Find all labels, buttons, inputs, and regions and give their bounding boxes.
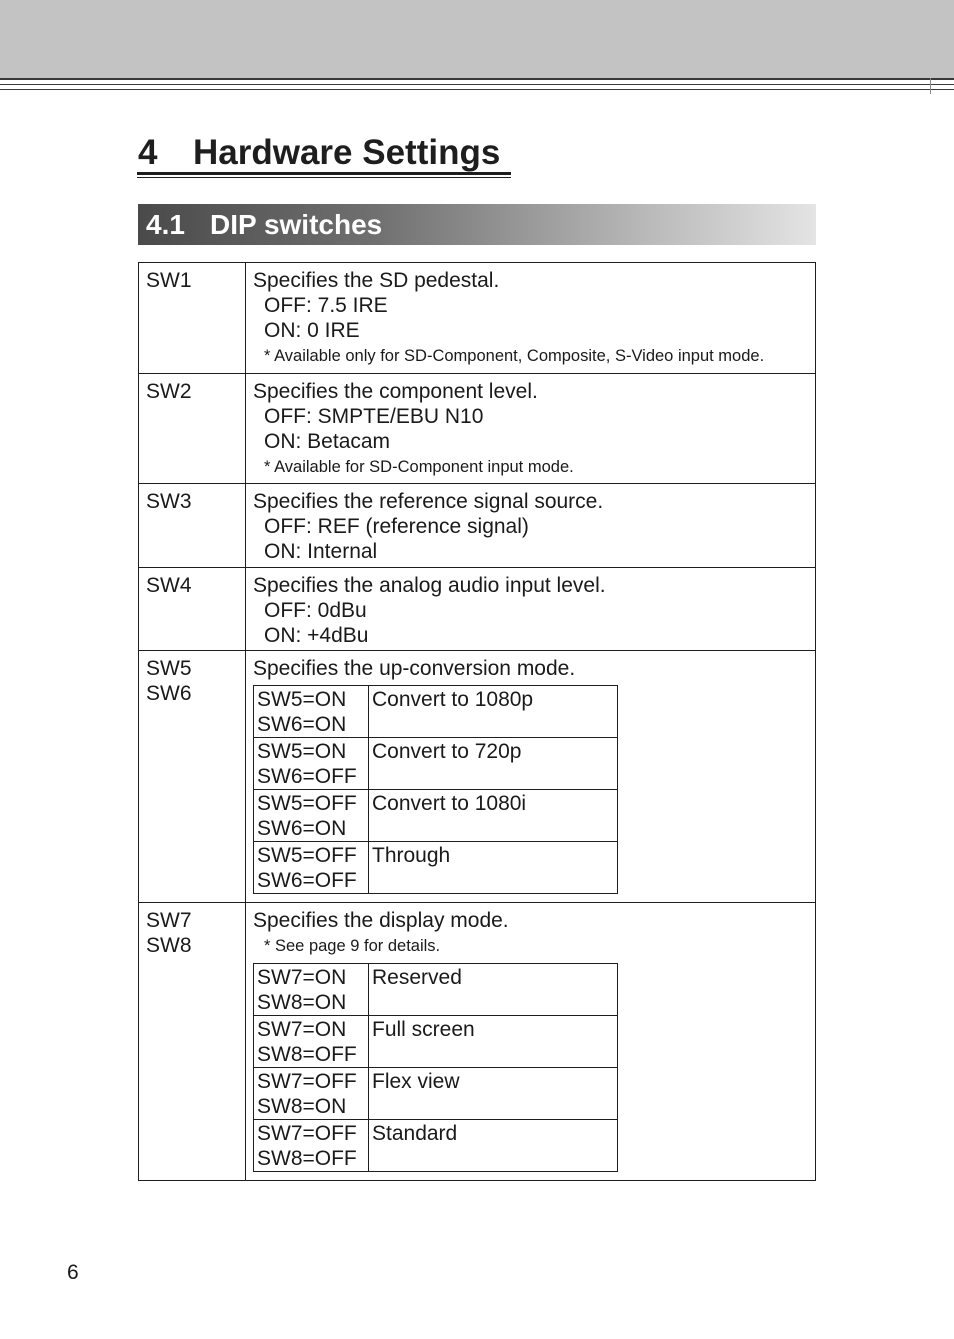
switch-option: ON: Betacam bbox=[264, 430, 391, 453]
section-title-text: DIP switches bbox=[210, 209, 383, 240]
switch-option: OFF: SMPTE/EBU N10 bbox=[264, 405, 484, 428]
mode-combination bbox=[254, 964, 369, 1016]
header-rule-thick bbox=[0, 78, 954, 80]
page-number: 6 bbox=[67, 1261, 79, 1284]
chapter-number: 4 bbox=[138, 133, 158, 172]
chapter-underline-thin bbox=[137, 177, 511, 178]
switch-description: Specifies the display mode. bbox=[253, 909, 509, 932]
table-row bbox=[139, 568, 816, 651]
switch-description: Specifies the analog audio input level. bbox=[253, 574, 606, 597]
switch-id-cell bbox=[139, 263, 246, 374]
combo-line: SW8=OFF bbox=[257, 1043, 357, 1066]
combo-line: SW6=ON bbox=[257, 817, 347, 840]
chapter-underline bbox=[137, 172, 511, 175]
section-number: 4.1 bbox=[146, 209, 185, 240]
switch-note: * Available for SD-Component input mode. bbox=[264, 458, 574, 476]
mode-combination bbox=[254, 842, 369, 894]
combo-line: SW5=OFF bbox=[257, 844, 357, 867]
mode-result: Reserved bbox=[369, 964, 618, 1016]
mode-result: Convert to 720p bbox=[369, 738, 618, 790]
mode-result: Convert to 1080i bbox=[369, 790, 618, 842]
combo-line: SW5=ON bbox=[257, 688, 347, 711]
mode-combination bbox=[254, 790, 369, 842]
table-row bbox=[139, 374, 816, 484]
combo-line: SW7=ON bbox=[257, 1018, 347, 1041]
section-heading-bar bbox=[138, 204, 816, 245]
combo-line: SW6=ON bbox=[257, 713, 347, 736]
switch-id-cell bbox=[139, 568, 246, 651]
switch-id: SW1 bbox=[146, 269, 192, 292]
switch-option: OFF: REF (reference signal) bbox=[264, 515, 529, 538]
mode-combination bbox=[254, 686, 369, 738]
combo-line: SW8=OFF bbox=[257, 1147, 357, 1170]
switch-description: Specifies the reference signal source. bbox=[253, 490, 604, 513]
header-rule-middle bbox=[0, 84, 954, 85]
switch-description-cell bbox=[246, 651, 816, 903]
section-title bbox=[146, 208, 382, 242]
switch-description: Specifies the SD pedestal. bbox=[253, 269, 500, 292]
combo-line: SW6=OFF bbox=[257, 765, 357, 788]
switch-description-cell bbox=[246, 568, 816, 651]
switch-id: SW3 bbox=[146, 490, 192, 513]
switch-option: ON: +4dBu bbox=[264, 624, 369, 647]
switch-description: Specifies the component level. bbox=[253, 380, 538, 403]
mode-row bbox=[254, 738, 618, 790]
switch-id-cell bbox=[139, 903, 246, 1181]
switch-id-cell bbox=[139, 374, 246, 484]
mode-row bbox=[254, 790, 618, 842]
switch-description-cell bbox=[246, 903, 816, 1181]
mode-row bbox=[254, 1120, 618, 1172]
mode-row bbox=[254, 842, 618, 894]
switch-description-cell bbox=[246, 374, 816, 484]
switch-description-cell bbox=[246, 484, 816, 568]
combo-line: SW5=OFF bbox=[257, 792, 357, 815]
mode-result: Flex view bbox=[369, 1068, 618, 1120]
switch-option: OFF: 0dBu bbox=[264, 599, 367, 622]
mode-result: Full screen bbox=[369, 1016, 618, 1068]
chapter-title-text: Hardware Settings bbox=[193, 133, 501, 172]
mode-row bbox=[254, 686, 618, 738]
switch-option: OFF: 7.5 IRE bbox=[264, 294, 388, 317]
switch-note: * Available only for SD-Component, Composite, S-Video input mode. bbox=[264, 347, 765, 365]
combo-line: SW6=OFF bbox=[257, 869, 357, 892]
header-rule-thin bbox=[0, 89, 954, 90]
switch-id: SW8 bbox=[146, 934, 192, 957]
table-row bbox=[139, 651, 816, 903]
switch-note: * See page 9 for details. bbox=[264, 937, 441, 955]
chapter-title bbox=[138, 130, 500, 176]
header-tick-mark bbox=[930, 78, 931, 94]
combo-line: SW7=ON bbox=[257, 966, 347, 989]
mode-table bbox=[253, 963, 618, 1172]
table-row bbox=[139, 484, 816, 568]
combo-line: SW7=OFF bbox=[257, 1122, 357, 1145]
combo-line: SW8=ON bbox=[257, 991, 347, 1014]
table-row bbox=[139, 263, 816, 374]
switch-id: SW6 bbox=[146, 682, 192, 705]
mode-combination bbox=[254, 1016, 369, 1068]
mode-result: Standard bbox=[369, 1120, 618, 1172]
mode-table bbox=[253, 685, 618, 894]
mode-result: Through bbox=[369, 842, 618, 894]
mode-row bbox=[254, 964, 618, 1016]
switch-id: SW4 bbox=[146, 574, 192, 597]
combo-line: SW8=ON bbox=[257, 1095, 347, 1118]
switch-id-cell bbox=[139, 484, 246, 568]
switch-id: SW7 bbox=[146, 909, 192, 932]
mode-combination bbox=[254, 1068, 369, 1120]
header-band bbox=[0, 0, 954, 78]
switch-id-cell bbox=[139, 651, 246, 903]
mode-row bbox=[254, 1016, 618, 1068]
switch-id: SW2 bbox=[146, 380, 192, 403]
table-row bbox=[139, 903, 816, 1181]
mode-result: Convert to 1080p bbox=[369, 686, 618, 738]
mode-combination bbox=[254, 1120, 369, 1172]
combo-line: SW5=ON bbox=[257, 740, 347, 763]
dip-switch-table bbox=[138, 262, 816, 1181]
switch-description-cell bbox=[246, 263, 816, 374]
mode-combination bbox=[254, 738, 369, 790]
mode-row bbox=[254, 1068, 618, 1120]
switch-description: Specifies the up-conversion mode. bbox=[253, 657, 576, 680]
combo-line: SW7=OFF bbox=[257, 1070, 357, 1093]
switch-option: ON: 0 IRE bbox=[264, 319, 360, 342]
switch-option: ON: Internal bbox=[264, 540, 378, 563]
switch-id: SW5 bbox=[146, 657, 192, 680]
